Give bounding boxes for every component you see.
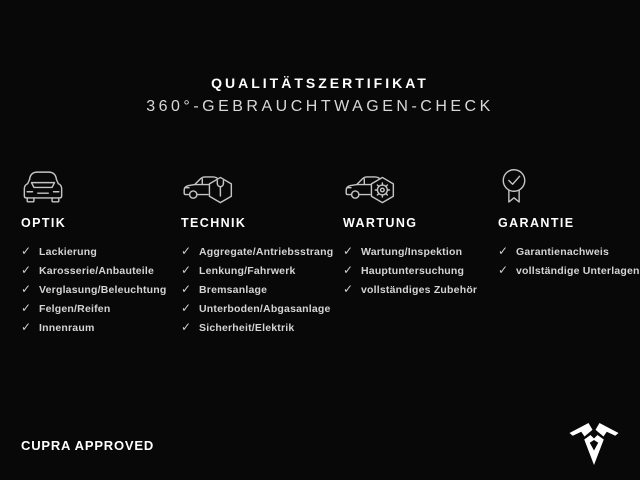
check-item-label: Karosserie/Anbauteile: [39, 265, 155, 277]
car-front-icon: [21, 166, 167, 210]
checkmark-icon: ✓: [21, 282, 32, 296]
check-list-item: [21, 318, 167, 337]
column-garantie: [498, 166, 640, 280]
column-wartung-heading: WARTUNG: [343, 216, 418, 230]
wartung-check-list: [343, 242, 477, 299]
column-optik: [21, 166, 167, 337]
check-list-item: [181, 299, 333, 318]
medal-check-icon: [498, 166, 640, 210]
car-gear-icon: [343, 166, 477, 210]
column-wartung: [343, 166, 477, 299]
check-item-label: Felgen/Reifen: [39, 303, 111, 315]
checkmark-icon: ✓: [343, 244, 354, 258]
checkmark-icon: ✓: [343, 282, 354, 296]
check-item-label: Garantienachweis: [516, 246, 610, 258]
cupra-logo-icon: [569, 420, 619, 466]
checkmark-icon: ✓: [21, 263, 32, 277]
column-technik: [181, 166, 333, 337]
check-list-item: [21, 280, 167, 299]
check-item-label: Wartung/Inspektion: [361, 246, 463, 258]
check-list-item: [21, 299, 167, 318]
checkmark-icon: ✓: [21, 320, 32, 334]
column-technik-heading: TECHNIK: [181, 216, 247, 230]
check-list-item: [181, 242, 333, 261]
check-item-label: Aggregate/Antriebsstrang: [199, 246, 334, 258]
check-list-item: [181, 261, 333, 280]
page-title: QUALITÄTSZERTIFIKAT: [211, 75, 429, 91]
check-list-item: [181, 318, 333, 337]
checkmark-icon: ✓: [21, 301, 32, 315]
column-optik-heading: OPTIK: [21, 216, 67, 230]
column-garantie-heading: GARANTIE: [498, 216, 575, 230]
check-list-item: [343, 280, 477, 299]
check-list-item: [343, 242, 477, 261]
optik-check-list: [21, 242, 167, 337]
check-list-item: [21, 242, 167, 261]
check-item-label: Innenraum: [39, 322, 95, 334]
check-list-item: [181, 280, 333, 299]
checkmark-icon: ✓: [181, 244, 192, 258]
check-item-label: Hauptuntersuchung: [361, 265, 465, 277]
check-item-label: vollständiges Zubehör: [361, 284, 478, 296]
garantie-check-list: [498, 242, 640, 280]
page-subtitle: 360°-GEBRAUCHTWAGEN-CHECK: [146, 98, 494, 115]
header: [0, 76, 640, 115]
check-list-item: [21, 261, 167, 280]
checkmark-icon: ✓: [343, 263, 354, 277]
technik-check-list: [181, 242, 333, 337]
check-columns: [0, 166, 640, 366]
check-list-item: [343, 261, 477, 280]
check-item-label: Lenkung/Fahrwerk: [199, 265, 296, 277]
check-item-label: Sicherheit/Elektrik: [199, 322, 295, 334]
car-wrench-icon: [181, 166, 333, 210]
check-item-label: Unterboden/Abgasanlage: [199, 303, 331, 315]
check-list-item: [498, 261, 640, 280]
checkmark-icon: ✓: [181, 320, 192, 334]
checkmark-icon: ✓: [181, 301, 192, 315]
checkmark-icon: ✓: [21, 244, 32, 258]
check-list-item: [498, 242, 640, 261]
checkmark-icon: ✓: [498, 244, 509, 258]
checkmark-icon: ✓: [181, 263, 192, 277]
checkmark-icon: ✓: [498, 263, 509, 277]
brand-label: CUPRA APPROVED: [21, 438, 155, 453]
checkmark-icon: ✓: [181, 282, 192, 296]
check-item-label: Bremsanlage: [199, 284, 268, 296]
check-item-label: Verglasung/Beleuchtung: [39, 284, 167, 296]
check-item-label: vollständige Unterlagen: [516, 265, 640, 277]
check-item-label: Lackierung: [39, 246, 98, 258]
